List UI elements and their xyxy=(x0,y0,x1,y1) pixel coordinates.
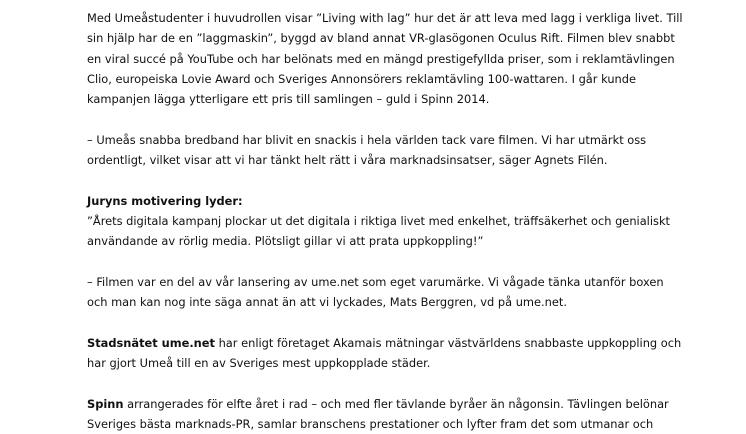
text-line: en viral succé på YouTube och har belönats med en mängd prestigefyllda priser, som i reklamtävlingen xyxy=(87,51,675,66)
paragraph-stadsnatet xyxy=(87,333,687,374)
paragraph-quote-filen xyxy=(87,130,687,171)
text-line: användande av rörlig media. Plötsligt gillar vi att prata uppkoppling!” xyxy=(87,234,484,249)
paragraph-jury xyxy=(87,191,687,252)
text-line: har enligt företaget Akamais mätningar västvärldens snabbaste uppkoppling och xyxy=(214,335,682,350)
paragraph-quote-berggren xyxy=(87,272,687,313)
text-line: Med Umeåstudenter i huvudrollen visar ”Living with lag” hur det är att leva med lagg i verkliga livet. Till xyxy=(87,11,683,25)
text-line: har gjort Umeå till en av Sveriges mest uppkopplade städer. xyxy=(87,356,431,371)
spinn-bold: Spinn xyxy=(87,396,124,411)
paragraph-intro xyxy=(87,8,687,109)
text-line: Sveriges bästa marknads-PR, samlar branschens prestationer och lyfter fram det som utmanar och xyxy=(87,416,654,431)
text-line: – Filmen var en del av vår lansering av ume.net som eget varumärke. Vi vågade tänka utanför boxen xyxy=(87,274,664,289)
paragraph-spacer xyxy=(87,373,687,393)
text-line: arrangerades för elfte året i rad – och med fler tävlande byråer än någonsin. Tävlingen belönar xyxy=(123,396,669,411)
paragraph-spacer xyxy=(87,109,687,129)
text-line: – Umeås snabba bredband har blivit en snackis i hela världen tack vare filmen. Vi har utmärkt oss xyxy=(87,132,647,147)
paragraph-spacer xyxy=(87,252,687,272)
paragraph-spacer xyxy=(87,170,687,190)
stadsnatet-bold: Stadsnätet ume.net xyxy=(87,335,215,350)
jury-heading: Juryns motivering lyder: xyxy=(87,193,243,208)
paragraph-spacer xyxy=(87,312,687,332)
text-line: sin hjälp har de en ”laggmaskin”, byggd av bland annat VR-glasögonen Oculus Rift. Filmen blev snabbt xyxy=(87,31,675,46)
document-body xyxy=(87,8,687,434)
text-line: kampanjen lägga ytterligare ett pris till samlingen – guld i Spinn 2014. xyxy=(87,92,490,107)
text-line: och man kan nog inte säga annat än att vi lyckades, Mats Berggren, vd på ume.net. xyxy=(87,295,567,310)
text-line: ordentligt, vilket visar att vi har tänkt helt rätt i våra marknadsinsatser, säger Agnets Filén. xyxy=(87,153,608,168)
text-line: Clio, europeiska Lovie Award och Sveriges Annonsörers reklamtävling 100-wattaren. I går kunde xyxy=(87,71,637,86)
paragraph-spinn xyxy=(87,394,687,434)
text-line: ”Årets digitala kampanj plockar ut det digitala i riktiga livet med enkelhet, träffsäkerhet och genialiskt xyxy=(87,213,671,228)
